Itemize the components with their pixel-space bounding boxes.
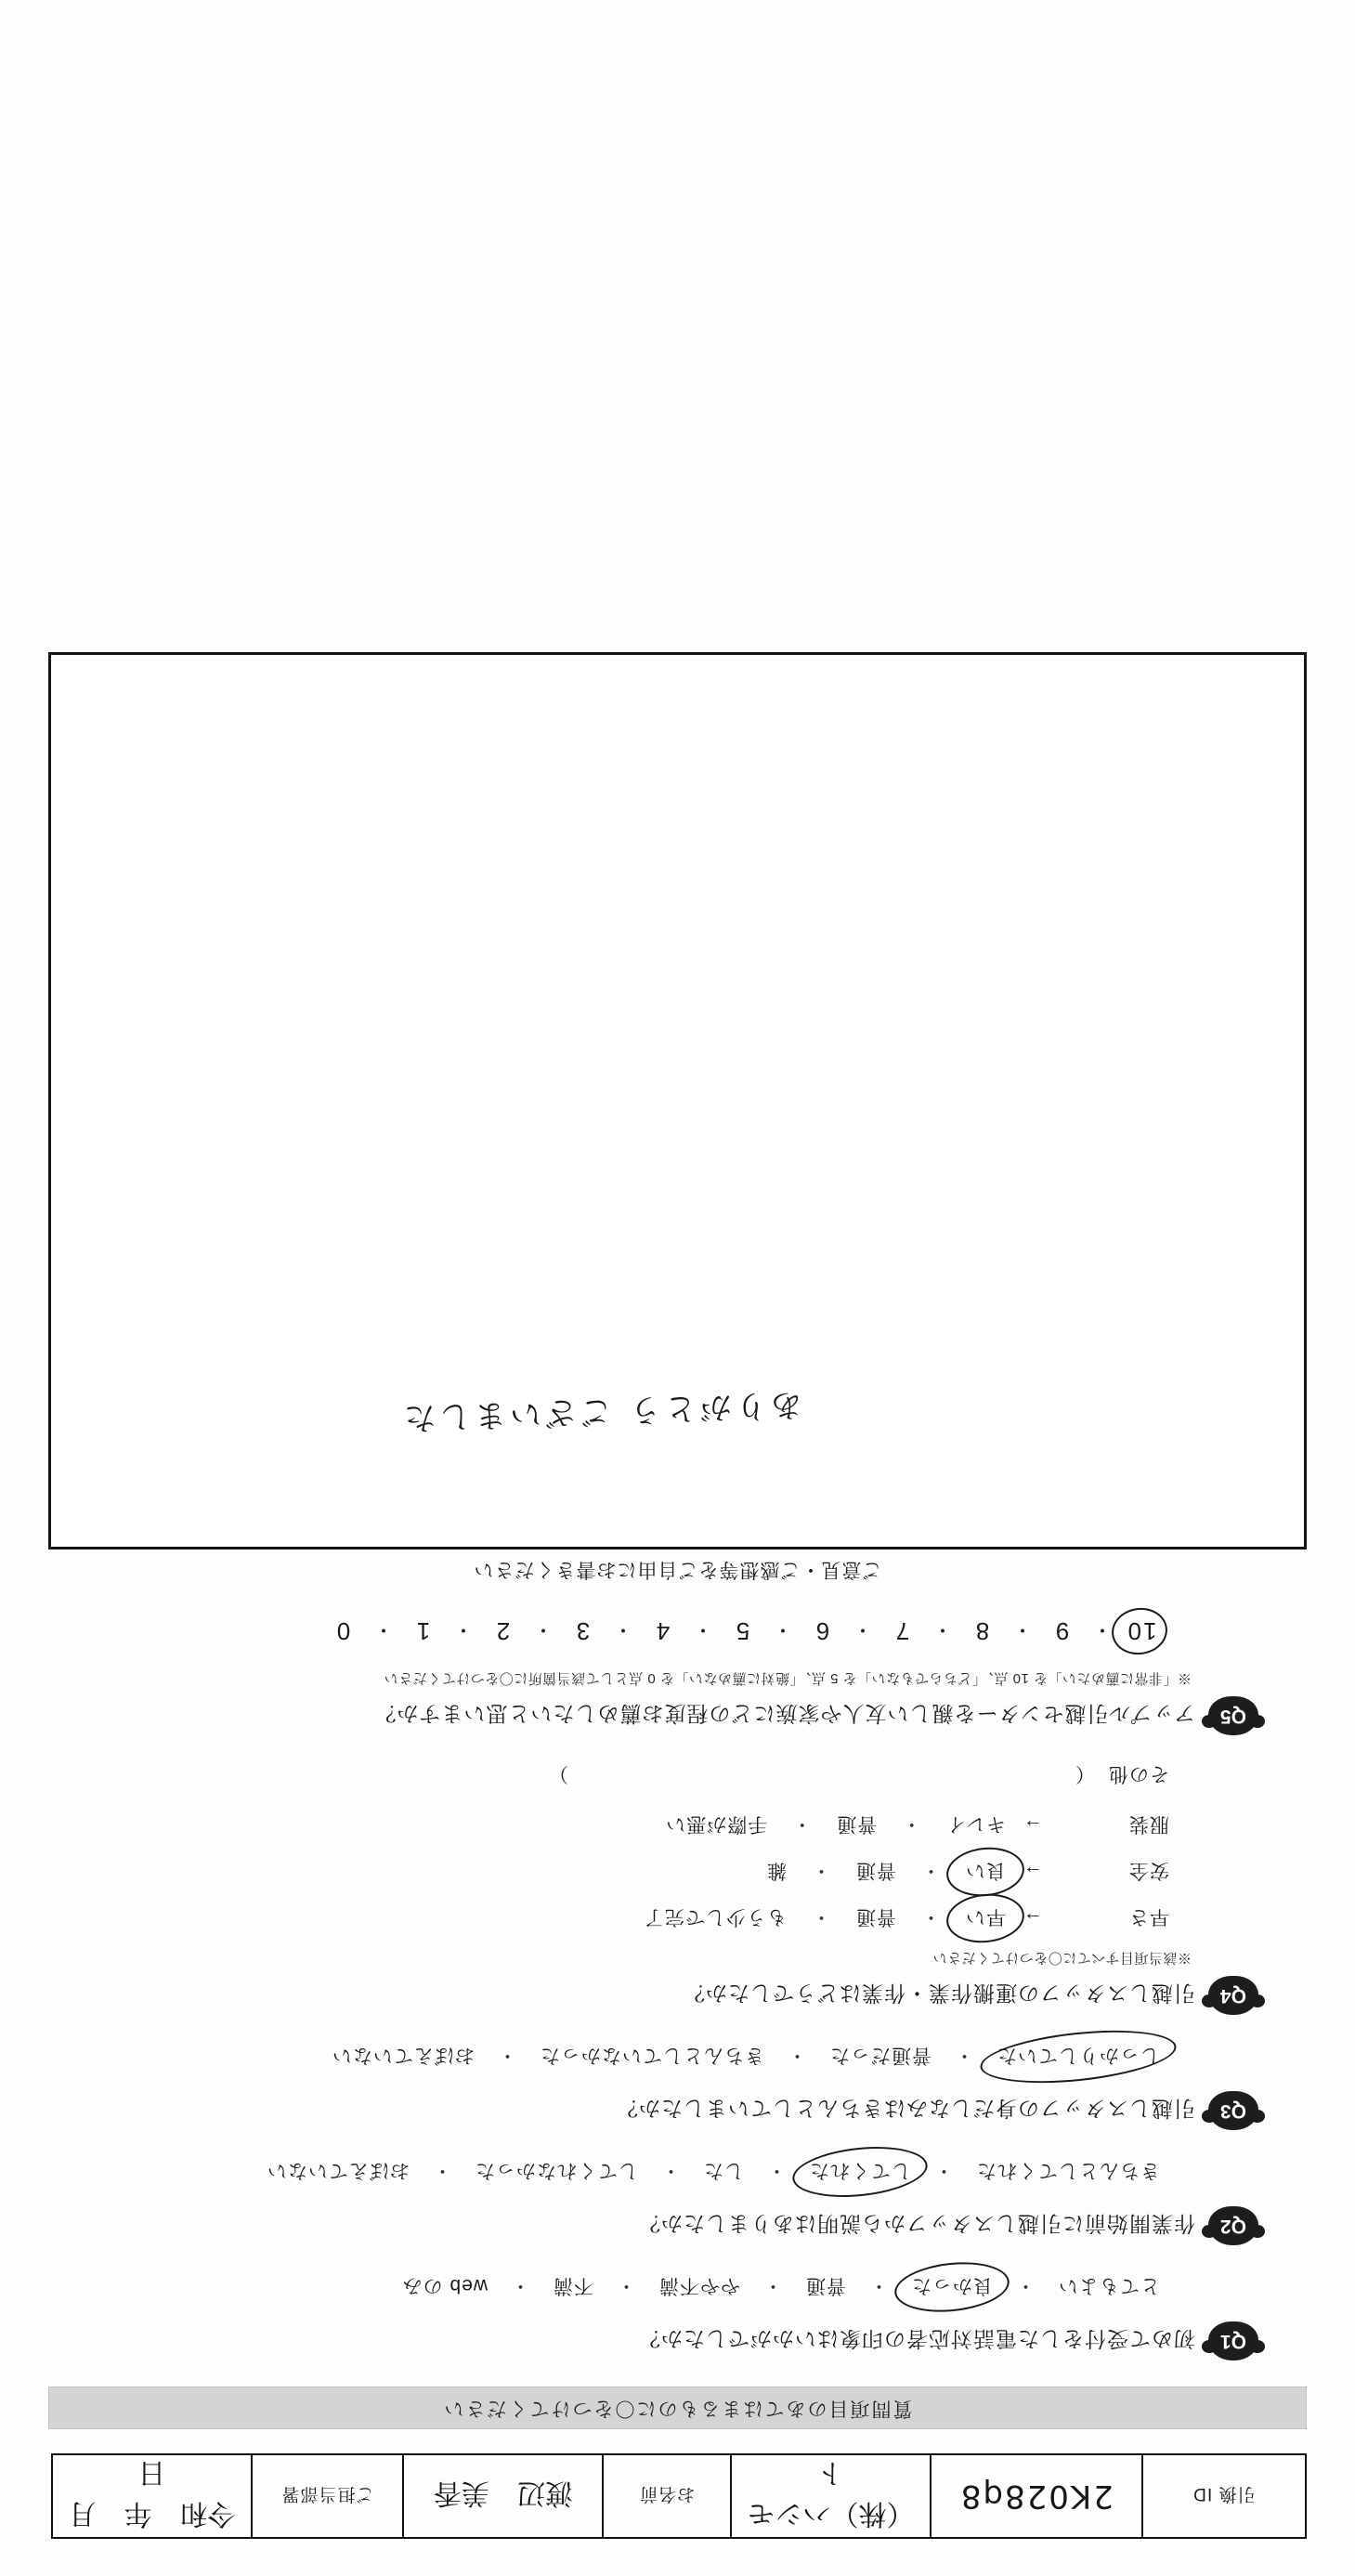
option-q1-1[interactable]: 良かった [902, 2271, 1002, 2303]
option-separator: ・ [901, 1813, 922, 1835]
question-text: 引越しスタッフの身だしなみはきちんとしていましたか？ [616, 2097, 1195, 2121]
question-note: ※「非常に薦めたい」を 10 点、「どちらでもない」を 5 点、「絶対に薦めない」を 0 点として該当箇所に〇をつけてください [384, 1670, 1192, 1686]
option-q4-appearance-2[interactable]: 手際が悪い [665, 1813, 768, 1835]
option-q1-4[interactable]: 不満 [553, 2275, 593, 2296]
question-heading [48, 2204, 1258, 2243]
option-row-q3 [48, 2041, 1169, 2073]
comment-section [48, 652, 1307, 1585]
question-heading [48, 2320, 1258, 2359]
option-separator: ・ [432, 2160, 452, 2181]
option-separator: ・ [787, 2045, 807, 2066]
option-q4-speed-2[interactable]: もう少しで完了 [644, 1906, 787, 1928]
option-separator: ・ [811, 1906, 831, 1928]
scale-option-3[interactable]: 3 [574, 1617, 591, 1645]
option-q3-0[interactable]: しっかりしていた [987, 2041, 1169, 2073]
option-q4-safety-2[interactable]: 雑 [766, 1860, 787, 1881]
option-separator: ・ [497, 2045, 517, 2066]
meta-dept-label: ご担当部署 [252, 2454, 404, 2538]
question-text: 初めて受付をした電話対応者の印象はいかがでしたか？ [638, 2327, 1195, 2351]
scale-separator: ・ [771, 1618, 794, 1641]
scale-option-2[interactable]: 2 [494, 1617, 511, 1645]
option-q4-speed-1[interactable]: 普通 [855, 1906, 896, 1928]
question-block-q1 [48, 2271, 1258, 2359]
handwritten-comment: ありがとう ございました [399, 1385, 803, 1437]
question-number-badge: Q4 [1208, 1974, 1258, 2015]
other-option-row [48, 1761, 1169, 1789]
scale-option-9[interactable]: 9 [1053, 1617, 1070, 1645]
scale-option-4[interactable]: 4 [654, 1617, 671, 1645]
option-q2-4[interactable]: おぼえていない [267, 2160, 410, 2181]
scale-separator: ・ [851, 1618, 874, 1641]
option-separator: ・ [660, 2160, 681, 2181]
option-q1-0[interactable]: とてもよい [1058, 2275, 1160, 2296]
matrix-options [654, 1810, 1017, 1841]
matrix-row-label: 服装 [1128, 1813, 1169, 1835]
question-block-q3 [48, 2041, 1258, 2128]
instruction-band: 質問項目のあてはまるものに〇をつけてください [48, 2386, 1307, 2429]
option-q3-3[interactable]: おぼえていない [332, 2045, 475, 2066]
scale-option-5[interactable]: 5 [734, 1617, 750, 1645]
arrow-right-icon: → [1023, 1815, 1043, 1837]
scale-separator: ・ [531, 1618, 554, 1641]
question-note: ※該当項目すべてに〇をつけてください [932, 1950, 1192, 1966]
question-number-badge: Q5 [1208, 1694, 1258, 1735]
question-text: アップル引越センターを親しい友人や家族にどの程度お薦めしたいと思いますか？ [373, 1702, 1195, 1726]
scale-row-q5 [48, 1616, 1169, 1645]
scale-separator: ・ [1090, 1618, 1114, 1641]
matrix-options [632, 1903, 1017, 1934]
matrix-row-label: 安全 [1128, 1860, 1169, 1881]
question-block-q2 [48, 2156, 1258, 2243]
question-number-badge: Q2 [1208, 2204, 1258, 2245]
scale-separator: ・ [691, 1618, 714, 1641]
option-q1-2[interactable]: 普通 [805, 2275, 846, 2296]
scale-option-10[interactable]: 10 [1114, 1616, 1169, 1645]
scale-separator: ・ [1010, 1618, 1034, 1641]
option-q3-1[interactable]: 普通だった [829, 2045, 932, 2066]
question-heading [48, 1694, 1258, 1733]
option-q1-5[interactable]: web のみ [401, 2275, 488, 2296]
scale-separator: ・ [451, 1618, 475, 1641]
option-separator: ・ [811, 1860, 831, 1881]
arrow-right-icon: → [1023, 1862, 1043, 1883]
option-separator: ・ [791, 1813, 813, 1835]
option-separator: ・ [510, 2275, 530, 2296]
option-q4-appearance-0[interactable]: キレイ [945, 1813, 1006, 1835]
option-q2-0[interactable]: きちんとしてくれた [976, 2160, 1160, 2181]
table-row [52, 2454, 1306, 2538]
comment-label: ご意見・ご感想等をご自由にお書きください [473, 1559, 882, 1580]
option-separator: ・ [1015, 2275, 1036, 2296]
meta-company-value: （株）ハシモト [731, 2454, 931, 2538]
meta-name-value: 渡辺 美香 [403, 2454, 603, 2538]
matrix-row-speed [48, 1903, 1169, 1934]
option-q4-safety-0[interactable]: 良い [954, 1856, 1017, 1888]
matrix-row-label: 早さ [1128, 1906, 1169, 1928]
option-separator: ・ [868, 2275, 889, 2296]
option-separator: ・ [766, 2160, 787, 2181]
option-separator: ・ [762, 2275, 783, 2296]
option-q4-appearance-1[interactable]: 普通 [836, 1813, 878, 1835]
question-block-q4 [48, 1761, 1258, 2013]
option-separator: ・ [616, 2275, 636, 2296]
option-q4-speed-0[interactable]: 早い [954, 1903, 1017, 1934]
matrix-row-appearance [48, 1810, 1169, 1841]
option-separator: ・ [954, 2045, 974, 2066]
meta-id-value: 2K028q8 [931, 2454, 1142, 2538]
scale-option-6[interactable]: 6 [814, 1617, 830, 1645]
option-q2-3[interactable]: してくれなかった [475, 2160, 638, 2181]
option-q1-3[interactable]: やや不満 [658, 2275, 740, 2296]
option-row-q1 [48, 2271, 1169, 2303]
question-text: 作業開始前に引越しスタッフから説明はありましたか？ [638, 2212, 1195, 2236]
scale-separator: ・ [931, 1618, 954, 1641]
question-number-badge: Q1 [1208, 2320, 1258, 2360]
scale-option-8[interactable]: 8 [973, 1617, 990, 1645]
other-label: その他 [1108, 1763, 1169, 1785]
option-q2-2[interactable]: した [703, 2160, 744, 2181]
matrix-options [755, 1856, 1017, 1888]
arrow-right-icon: → [1023, 1908, 1043, 1929]
option-q3-2[interactable]: きちんとしていなかった [540, 2045, 764, 2066]
option-q2-1[interactable]: してくれた [800, 2156, 920, 2188]
matrix-q4 [48, 1810, 1169, 1934]
comment-textarea[interactable] [48, 652, 1307, 1550]
option-separator: ・ [920, 1860, 941, 1881]
question-number-badge: Q3 [1208, 2089, 1258, 2130]
meta-date-value: 令和 年 月 日 [52, 2454, 252, 2538]
scale-option-0[interactable]: 0 [334, 1617, 351, 1645]
meta-table [40, 2453, 1307, 2539]
option-separator: ・ [920, 1906, 941, 1928]
question-heading [48, 1974, 1258, 2013]
matrix-row-safety [48, 1856, 1169, 1888]
question-text: 引越しスタッフの運搬作業・作業はどうでしたか？ [683, 1981, 1195, 2006]
question-heading [48, 2089, 1258, 2128]
scale-option-1[interactable]: 1 [414, 1617, 431, 1645]
option-separator: ・ [933, 2160, 954, 2181]
scale-separator: ・ [371, 1618, 395, 1641]
meta-name-label: お名前 [603, 2454, 731, 2538]
question-block-q5 [48, 1616, 1258, 1733]
scale-option-7[interactable]: 7 [893, 1617, 910, 1645]
meta-id-label: 引換 ID [1142, 2454, 1306, 2538]
other-input[interactable]: （ ） [549, 1763, 1095, 1785]
scale-separator: ・ [611, 1618, 634, 1641]
option-q4-safety-1[interactable]: 普通 [855, 1860, 896, 1881]
option-row-q2 [48, 2156, 1169, 2188]
